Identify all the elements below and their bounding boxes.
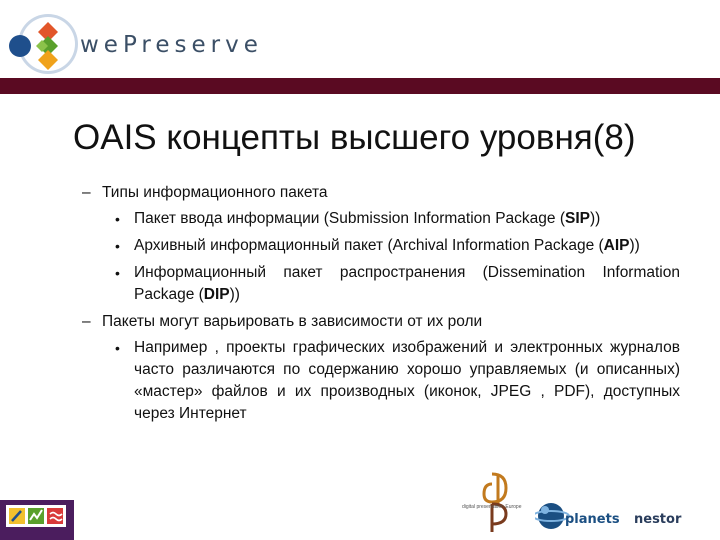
dash-bullet-icon: –: [82, 313, 91, 330]
list-item-text: )): [589, 210, 601, 227]
slide-title: OAIS концепты высшего уровня(8): [73, 118, 636, 157]
wepreserve-logo-icon: [4, 6, 82, 78]
header-logo-area: [0, 0, 720, 78]
bullet-icon: •: [115, 211, 120, 227]
list-item: [82, 337, 680, 425]
list-item: [82, 262, 680, 306]
list-item-bold: SIP: [564, 210, 590, 227]
list-item-text: Пакет ввода информации (Submission Information Package (: [134, 210, 565, 227]
list-item-bold: DIP: [203, 286, 230, 303]
list-item: [82, 208, 680, 230]
list-item-text: Пакеты могут варьировать в зависимости от их роли: [102, 313, 483, 330]
nestor-label: nestor: [634, 512, 682, 527]
planets-label: planets: [565, 512, 620, 527]
partner-logo-icon: [6, 505, 66, 527]
bullet-icon: •: [115, 265, 120, 281]
brand-wordmark: wePreserve: [80, 32, 263, 58]
digital-preservation-europe-logo-icon: [462, 470, 522, 536]
list-item-text: Архивный информационный пакет (Archival Information Package (: [134, 237, 604, 254]
list-item: [82, 311, 680, 333]
header-divider-bar: [0, 78, 720, 94]
list-item-text: )): [229, 286, 240, 303]
footer-left-logo: [0, 500, 74, 540]
bullet-icon: •: [115, 340, 120, 356]
list-item-text: )): [629, 237, 640, 254]
slide-content: [82, 182, 680, 430]
list-item-bold: AIP: [603, 237, 630, 254]
list-item: [82, 235, 680, 257]
list-item-text: Типы информационного пакета: [102, 184, 328, 201]
dash-bullet-icon: –: [82, 184, 91, 201]
list-item: [82, 182, 680, 204]
list-item-text: Информационный пакет распространения (Dissemination Information Package (: [134, 264, 680, 303]
bullet-icon: •: [115, 238, 120, 254]
list-item-text: Например , проекты графических изображений и электронных журналов часто различаются по содержанию хорошо управляемых (и описанных) «мастер» файлов и их производных (иконок, JPEG , PDF), доступных через Интернет: [134, 339, 680, 422]
dp-caption: digital preservation Europe: [462, 504, 522, 510]
